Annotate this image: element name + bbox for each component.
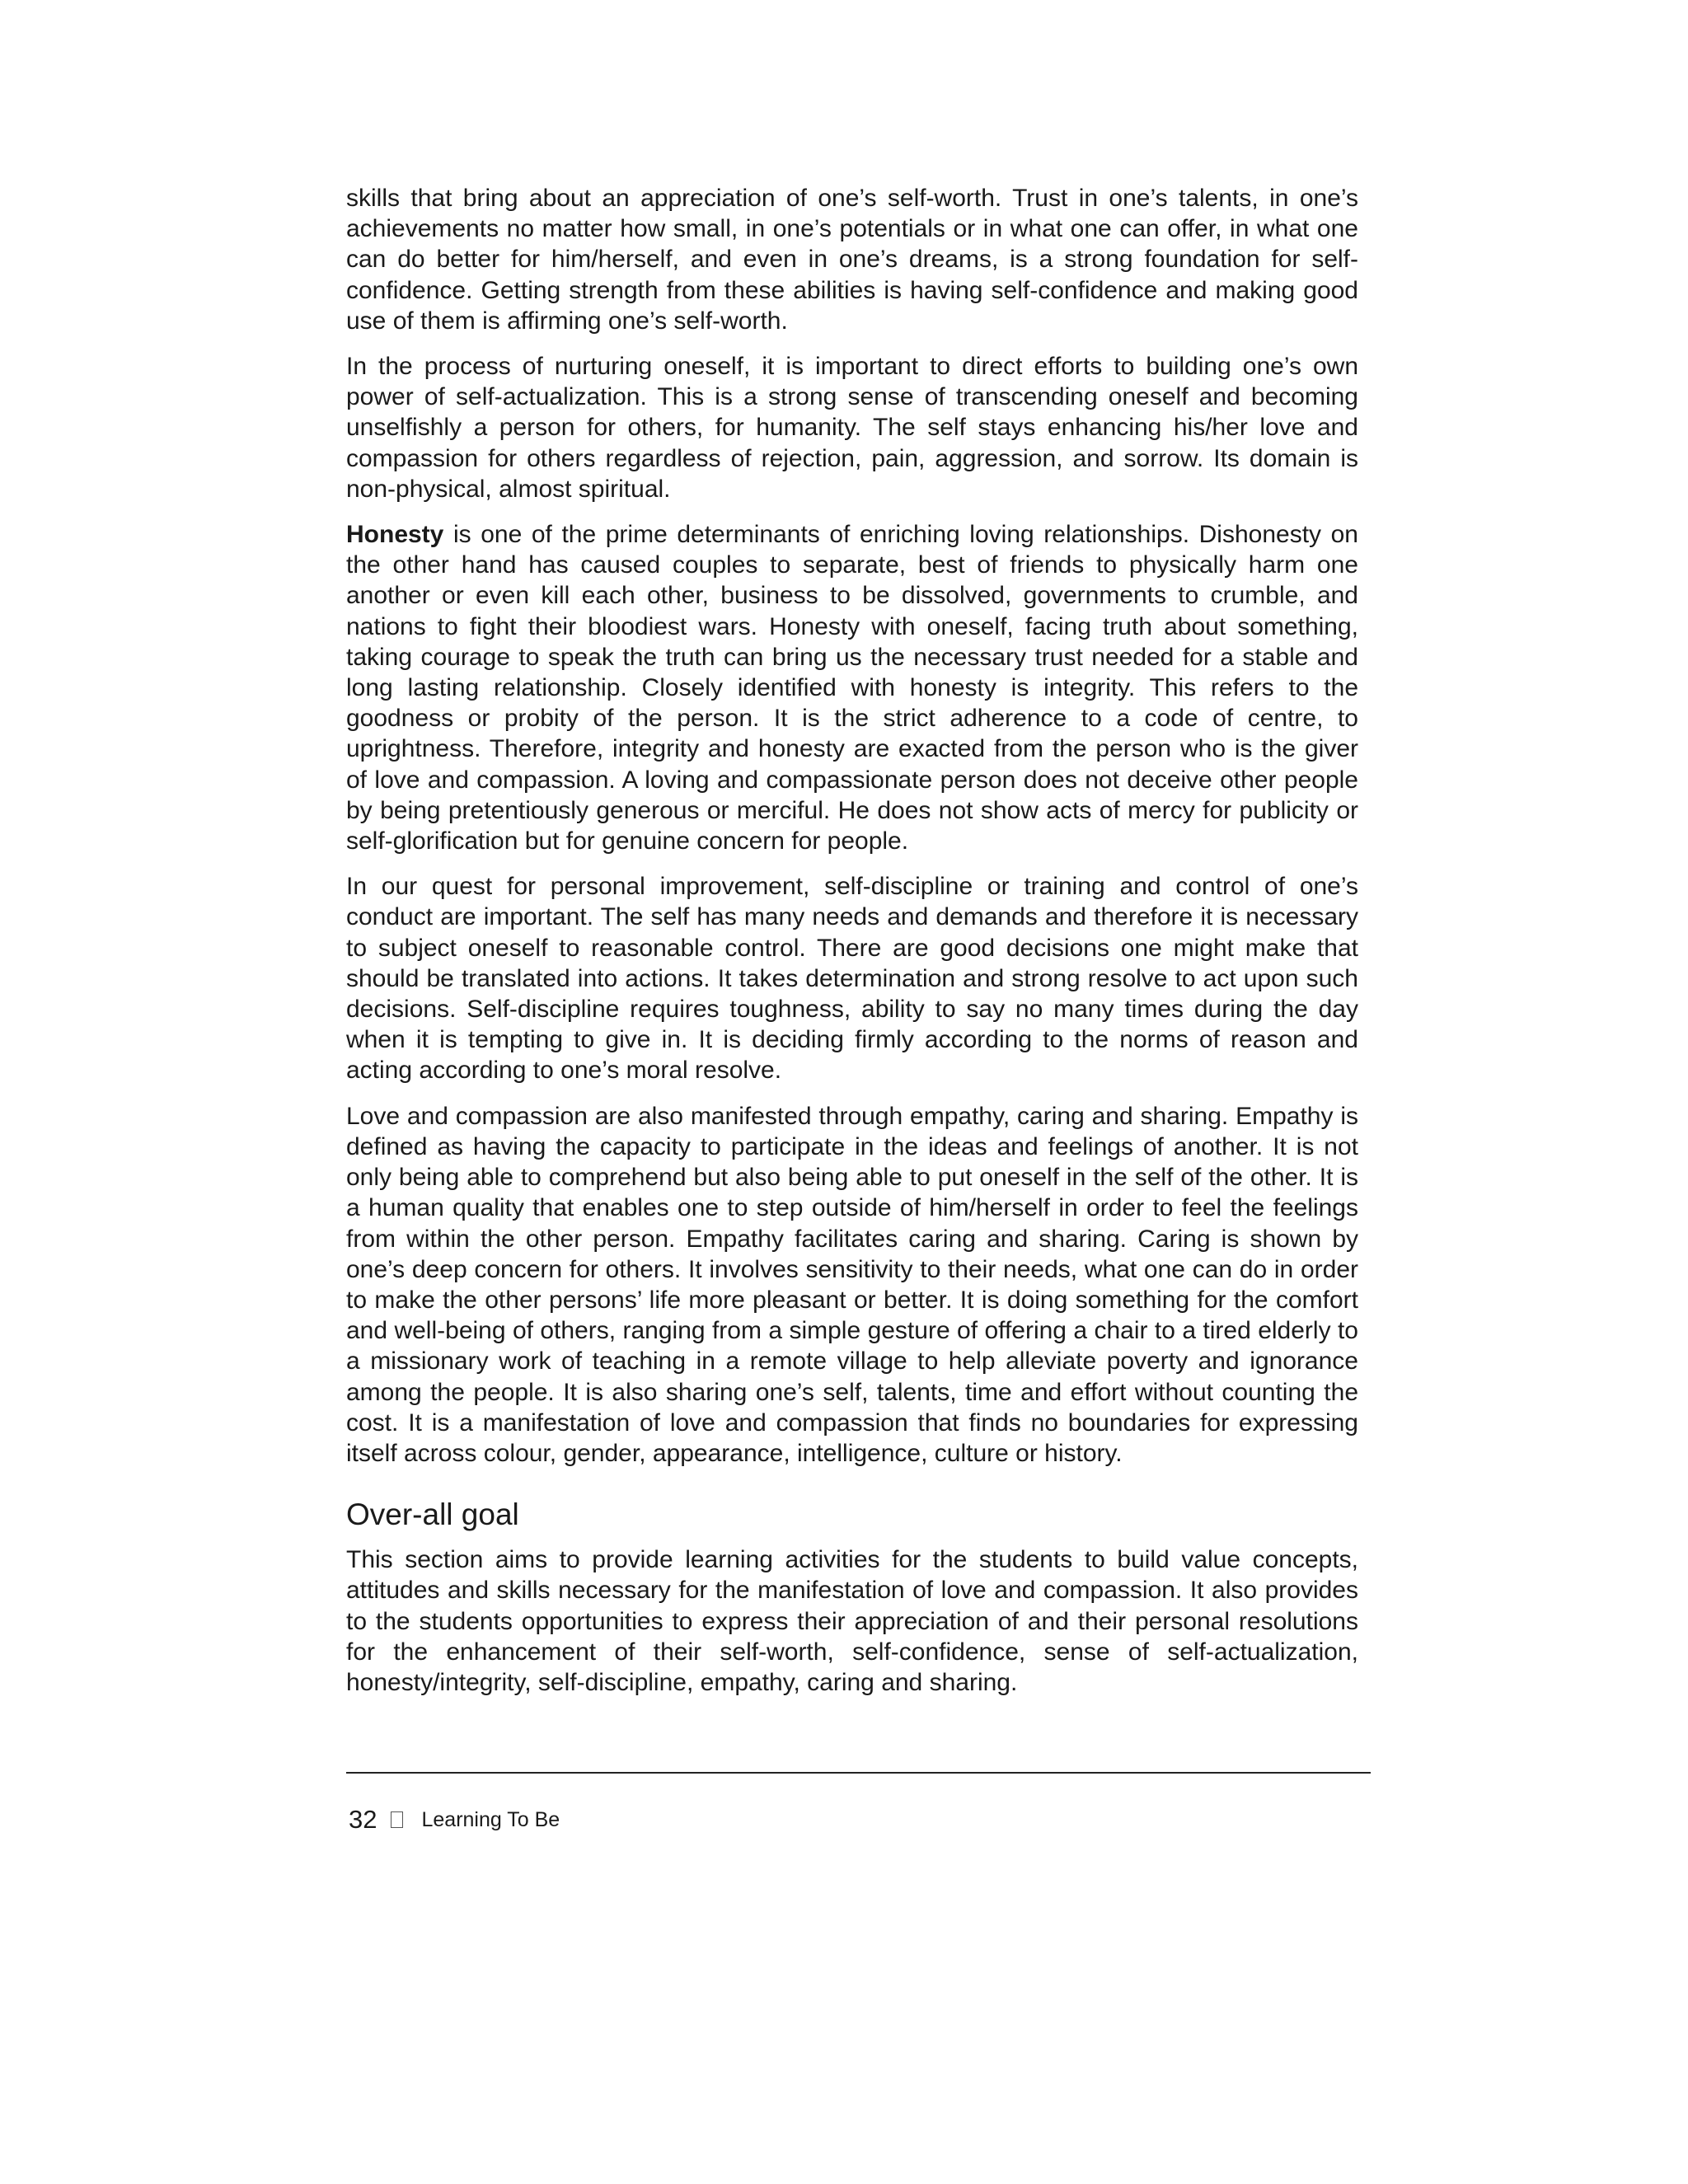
paragraph-self-discipline: In our quest for personal improvement, self-discipline or training and control of one’s conduct are important. The self has many needs and demands and therefore it is necessary to subject oneself to reasonable control. There are good decisions one might make that should be translated into actions. It takes determination and strong resolve to act upon such decisions. Self-discipline requires toughness, ability to say no many times during the day when it is tempting to give in. It is deciding firmly according to the norms of reason and acting according to one’s moral resolve. [346, 873, 1358, 1085]
page-footer [349, 1805, 560, 1835]
footer-divider [346, 1772, 1371, 1774]
paragraph-empathy: Love and compassion are also manifested through empathy, caring and sharing. Empathy is defined as having the capacity to participate in the ideas and feelings of another. It is not only being able to comprehend but also being able to put oneself in the self of the other. It is a human quality that enables one to step outside of him/herself in order to feel the feelings from within the other person. Empathy facilitates caring and sharing. Caring is shown by one’s deep concern for others. It involves sensitivity to their needs, what one can do in order to make the other persons’ life more pleasant or better. It is doing something for the comfort and well-being of others, ranging from a simple gesture of offering a chair to a tired elderly to a missionary work of teaching in a remote village to help alleviate poverty and ignorance among the people. It is also sharing one’s self, talents, time and effort without counting the cost. It is a manifestation of love and compassion that finds no boundaries for expressing itself across colour, gender, appearance, intelligence, culture or history. [346, 1102, 1358, 1467]
paragraph-honesty [346, 519, 1358, 856]
page-body [346, 183, 1358, 1713]
honesty-text: is one of the prime determinants of enriching loving relationships. Dishonesty on the other hand has caused couples to separate, best of friends to physically harm one another or even kill each other, business to be dissolved, governments to crumble, and nations to fight their bloodiest wars. Honesty with oneself, facing truth about something, taking courage to speak the truth can bring us the necessary trust needed for a stable and long lasting relationship. Closely identified with honesty is integrity. This refers to the goodness or probity of the person. It is the strict adherence to a code of centre, to uprightness. Therefore, integrity and honesty are exacted from the person who is the giver of love and compassion. A loving and compassionate person does not deceive other people by being pretentiously generous or merciful. He does not show acts of mercy for publicity or self-glorification but for genuine concern for people. [346, 521, 1358, 855]
section-heading: Over-all goal [346, 1497, 519, 1532]
honesty-term: Honesty [346, 521, 444, 549]
paragraph-self-worth: skills that bring about an appreciation of one’s self-worth. Trust in one’s talents, in one’s achievements no matter how small, in one’s potentials or in what one can offer, in what one can do better for him/herself, and even in one’s dreams, is a strong foundation for self-confidence. Getting strength from these abilities is having self-confidence and making good use of them is affirming one’s self-worth. [346, 185, 1358, 335]
book-title: Learning To Be [421, 1807, 560, 1831]
paragraph-self-actualization: In the process of nurturing oneself, it is important to direct efforts to building one’s own power of self-actualization. This is a strong sense of transcending oneself and becoming unselfishly a person for others, for humanity. The self stays enhancing his/her love and compassion for others regardless of rejection, pain, aggression, and sorrow. Its domain is non-physical, almost spiritual. [346, 353, 1358, 503]
paragraph-overall-goal: This section aims to provide learning activities for the students to build value concepts, attitudes and skills necessary for the manifestation of love and compassion. It also provides to the students opportunities to express their appreciation of and their personal resolutions for the enhancement of their self-worth, self-confidence, sense of self-actualization, honesty/integrity, self-discipline, empathy, caring and sharing. [346, 1546, 1358, 1696]
square-box-icon [391, 1811, 403, 1828]
page-number: 32 [349, 1805, 377, 1834]
